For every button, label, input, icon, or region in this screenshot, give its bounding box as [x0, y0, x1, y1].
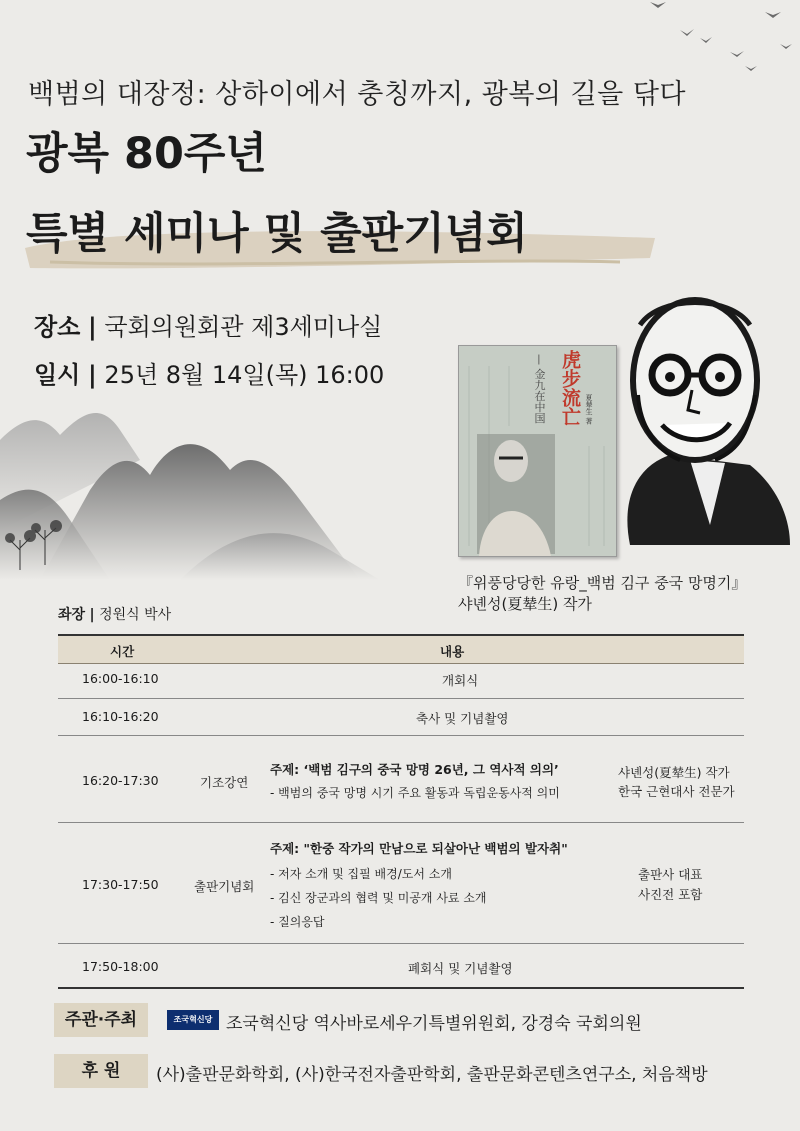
row-divider	[58, 822, 744, 823]
book-cover-subtitle: — 金九在中国	[533, 354, 546, 424]
date-separator: |	[88, 361, 97, 389]
row-detail: - 저자 소개 및 집필 배경/도서 소개	[270, 867, 452, 881]
event-subtitle: 백범의 대장정: 상하이에서 충칭까지, 광복의 길을 닦다	[28, 79, 686, 110]
venue-label: 장소	[34, 313, 81, 341]
schedule-header-row	[58, 634, 744, 664]
row-detail: - 질의응답	[270, 915, 325, 929]
book-title-caption: 『위풍당당한 유랑_백범 김구 중국 망명기』	[458, 574, 747, 592]
sponsor-text: (사)출판문화학회, (사)한국전자출판학회, 출판문화콘텐츠연구소, 처음책방	[156, 1065, 708, 1085]
table-bottom-border	[58, 987, 744, 989]
event-title-line2: 특별 세미나 및 출판기념회	[26, 209, 528, 259]
book-cover-image	[458, 345, 617, 557]
row-time: 17:30-17:50	[82, 877, 159, 892]
party-logo: 조국혁신당	[167, 1010, 219, 1030]
row-time: 16:20-17:30	[82, 773, 159, 788]
row-time: 16:10-16:20	[82, 709, 159, 724]
chair-name: 정원식 박사	[99, 607, 172, 623]
row-title: 축사 및 기념촬영	[416, 711, 509, 726]
birds-illustration	[640, 0, 800, 80]
header-content: 내용	[440, 644, 465, 659]
header-time: 시간	[110, 644, 135, 659]
ink-mountains-illustration	[0, 380, 380, 580]
kim-gu-portrait-illustration	[600, 295, 790, 545]
row-topic: 주제: ‘백범 김구의 중국 망명 26년, 그 역사적 의의’	[270, 762, 559, 777]
row-time: 16:00-16:10	[82, 671, 159, 686]
chair-separator: |	[89, 607, 95, 623]
row-title: 개회식	[442, 673, 479, 688]
row-topic: 주제: "한중 작가의 만남으로 되살아난 백범의 발자취"	[270, 841, 568, 856]
organizer-text: 조국혁신당 역사바로세우기특별위원회, 강경숙 국회의원	[226, 1014, 642, 1034]
organizer-label: 주관·주최	[54, 1003, 148, 1037]
row-time: 17:50-18:00	[82, 959, 159, 974]
row-divider	[58, 698, 744, 699]
venue-separator: |	[88, 313, 97, 341]
venue-info	[34, 307, 382, 342]
row-detail: - 김신 장군과의 협력 및 미공개 사료 소개	[270, 891, 487, 905]
row-speaker: 한국 근현대사 전문가	[618, 784, 735, 799]
book-cover-title: 虎步流亡	[559, 350, 581, 426]
date-label: 일시	[34, 361, 81, 389]
book-cover-author: 夏辇生 著	[585, 394, 593, 425]
book-author-caption: 샤녠성(夏辇生) 작가	[458, 595, 592, 613]
row-detail: - 백범의 중국 망명 시기 주요 활동과 독립운동사적 의미	[270, 786, 560, 800]
chair-info	[58, 604, 171, 624]
venue-text: 국회의원회관 제3세미나실	[104, 313, 383, 341]
event-title-line1: 광복 80주년	[26, 129, 267, 179]
row-title: 폐회식 및 기념촬영	[408, 961, 513, 976]
chair-label: 좌장	[58, 607, 86, 623]
row-divider	[58, 735, 744, 736]
row-speaker: 사진전 포함	[638, 887, 703, 902]
date-text: 25년 8월 14일(목) 16:00	[104, 361, 385, 389]
row-speaker: 출판사 대표	[638, 867, 703, 882]
row-session: 출판기념회	[194, 879, 255, 894]
row-speaker: 샤녠성(夏辇生) 작가	[618, 765, 730, 780]
row-session: 기조강연	[200, 775, 249, 790]
row-divider	[58, 943, 744, 944]
sponsor-label: 후 원	[54, 1054, 148, 1088]
